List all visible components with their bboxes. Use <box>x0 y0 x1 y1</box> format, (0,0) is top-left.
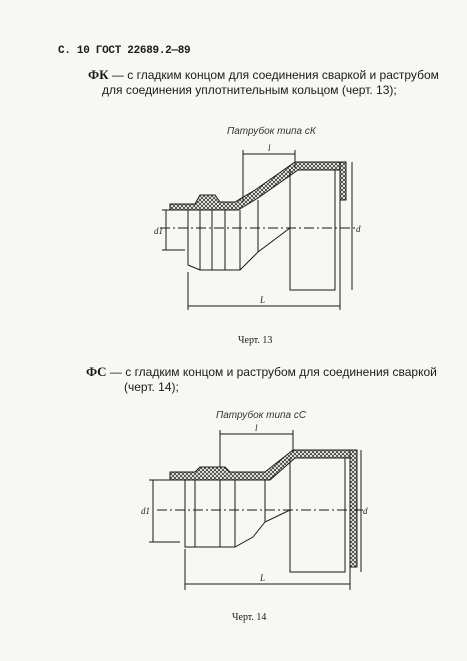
dim-L-fig14: L <box>260 573 266 583</box>
paragraph-fk <box>88 67 458 98</box>
paragraph-fs <box>86 364 458 395</box>
type-code-fs: ФС <box>86 364 107 379</box>
figure-13-drawing <box>140 140 370 310</box>
figure-13-label: Черт. 13 <box>238 335 273 346</box>
type-code-fk: ФК <box>88 67 109 82</box>
figure-14-drawing <box>135 422 370 592</box>
dim-d1-fig13: d1 <box>154 226 163 236</box>
figure-13-caption: Патрубок типа сК <box>227 126 316 137</box>
dim-l-fig14: l <box>255 423 258 433</box>
figure-14-label: Черт. 14 <box>232 612 267 623</box>
paragraph-fk-line2: для соединения уплотнительным кольцом (черт. 13); <box>102 83 397 97</box>
dim-L-fig13: L <box>260 295 266 305</box>
dim-d-fig14: d <box>363 506 368 516</box>
dim-l-fig13: l <box>268 143 271 153</box>
dim-d-fig13: d <box>356 224 361 234</box>
paragraph-fk-line1: — с гладким концом для соединения сваркой и раструбом <box>108 68 439 82</box>
paragraph-fs-line1: — с гладким концом и раструбом для соединения сваркой <box>106 365 437 379</box>
paragraph-fs-line2: (черт. 14); <box>124 380 179 394</box>
figure-14-caption: Патрубок типа сС <box>216 410 307 421</box>
page-header: С. 10 ГОСТ 22689.2—89 <box>58 45 191 57</box>
dim-d1-fig14: d1 <box>141 506 150 516</box>
